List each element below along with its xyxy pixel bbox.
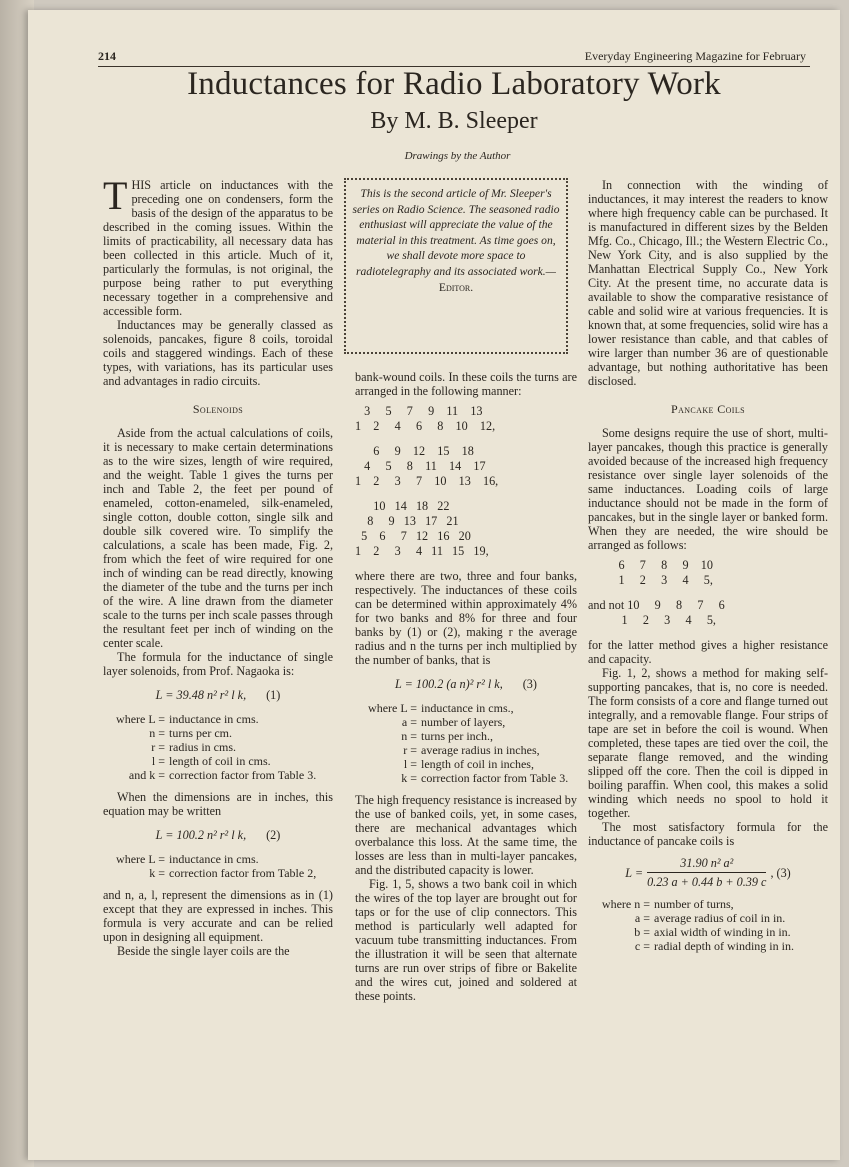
where-value: length of coil in inches, (421, 757, 534, 771)
equation-lhs: L = (625, 865, 644, 880)
intro-paragraph (103, 173, 333, 318)
equation-1 (103, 688, 333, 702)
where-row (103, 712, 333, 726)
column-2 (355, 370, 577, 1003)
where-row (103, 852, 333, 866)
paragraph: where there are two, three and four banks, respectively. The inductances of these coils can be determined within approximately 4% for two banks and 8% for three and four banks by (1) or (2), making r the average radius and n the turns per inch multiplied by the number of banks, that is (355, 569, 577, 667)
paragraph: Beside the single layer coils are the (117, 944, 290, 958)
where-row (588, 925, 828, 939)
paragraph: and n, a, l, represent the dimensions as in (1) except that they are expressed in inches. This formula is very accurate and can be relied upon in designing all equipment. (103, 888, 333, 944)
equation-number: (3) (522, 677, 537, 691)
fraction-numerator: 31.90 n² a² (647, 856, 766, 873)
where-value: correction factor from Table 3. (169, 768, 317, 782)
magazine-title: Everyday Engineering Magazine for February (584, 49, 806, 63)
where-row (103, 866, 333, 880)
where-value: turns per inch., (421, 729, 493, 743)
equation-fraction (647, 856, 766, 889)
where-key: n = (401, 729, 417, 743)
where-value: correction factor from Table 3. (421, 771, 569, 785)
pancake-winding-grid-alt (588, 598, 828, 628)
where-row (103, 740, 333, 754)
grid-row: 1 2 3 4 5, (588, 573, 713, 587)
where-key: where L = (116, 852, 165, 866)
where-value: correction factor from Table 2, (169, 866, 317, 880)
fraction-denominator: 0.23 a + 0.44 b + 0.39 c (647, 875, 767, 889)
editor-note-text: This is the second article of Mr. Sleeper's series on Radio Science. The seasoned radio enthusiast will appreciate the value of the material in this treatment. As time goes on, we shall devote more space to radiotelegraphy and its associated work.— (352, 187, 560, 278)
paragraph: The formula for the inductance of single layer solenoids, from Prof. Nagaoka is: (103, 650, 333, 678)
equation-2 (103, 828, 333, 842)
where-list-2 (103, 852, 333, 880)
where-row (103, 768, 333, 782)
where-value: inductance in cms., (421, 701, 514, 715)
editor-note-box (344, 178, 568, 354)
column-3 (588, 178, 828, 961)
where-row (103, 726, 333, 740)
article-title: Inductances for Radio Laboratory Work (187, 66, 721, 102)
equation-number: (1) (266, 688, 281, 702)
where-row (355, 757, 577, 771)
where-row (103, 754, 333, 768)
grid-row: 1 2 3 4 5, (588, 613, 716, 627)
where-value: inductance in cms. (169, 712, 259, 726)
grid-row: 5 6 7 12 16 20 (355, 529, 471, 543)
where-list-3 (355, 701, 577, 785)
where-row (355, 743, 577, 757)
equation-number: , (3) (770, 865, 791, 880)
where-value: number of turns, (654, 897, 734, 911)
where-key: b = (634, 925, 650, 939)
where-value: number of layers, (421, 715, 506, 729)
where-key: r = (151, 740, 165, 754)
where-value: length of coil in cms. (169, 754, 271, 768)
equation-3 (355, 677, 577, 691)
paragraph: The most satisfactory formula for the inductance of pancake coils is (588, 820, 828, 848)
where-list-1 (103, 712, 333, 782)
paragraph: Fig. 1, 2, shows a method for making self-supporting pancakes, that is, no core is needed. The form consists of a core and flange turned out integrally, and a removable flange. Four strips of tape are set in before the coil is wound. When completed, these tapes are tied over the coil, the separate flange removed, and the winding slipped off the core. Then the coil is dipped in boiling paraffin. When cool, this makes a solid winding which needs no spool to hold it together. (588, 666, 828, 820)
editor-signature: Editor. (438, 280, 474, 294)
paragraph: When the dimensions are in inches, this equation may be written (103, 790, 333, 818)
equation-number: (2) (266, 828, 281, 842)
where-key: l = (403, 757, 417, 771)
paragraph: In connection with the winding of inductances, it may interest the readers to know where high frequency cable can be purchased. It is manufactured in different sizes by the Belden Mfg. Co., Chicago, Ill.; the Western Electric Co., New York City, and is also supplied by the Manhattan Electrical Supply Co., New York City. At the present time, no accurate data is available to show the comparative resistance of cable and solid wire at various frequencies. It is known that, at some frequencies, solid wire has a lower resistance than cable, and that cables of wire larger than number 36 are of questionable advantage, but nothing authoritative has been disclosed. (588, 178, 828, 388)
where-key: n = (149, 726, 165, 740)
running-head (98, 46, 810, 67)
where-key: and k = (128, 768, 165, 782)
equation-text: L = 39.48 n² r² l k, (155, 688, 247, 702)
where-value: radius in cms. (169, 740, 236, 754)
grid-row: 6 9 12 15 18 (355, 444, 474, 458)
where-value: turns per cm. (169, 726, 232, 740)
grid-row: 6 7 8 9 10 (588, 558, 713, 572)
paragraph: for the latter method gives a higher resistance and capacity. (588, 638, 828, 666)
intro-text: HIS article on inductances with the preceding one on condensers, form the basis of the design of the apparatus to be described in the coming issues. Within the limits of practicability, all necessary data has been collected in this article. Much of it, particularly the formulas, is not original, the purpose being rather to put everything necessary together in a comprehensive and accessible form. (103, 178, 333, 318)
where-row (355, 701, 577, 715)
article-byline: By M. B. Sleeper (370, 108, 538, 134)
equation-text: L = 100.2 (a n)² r² l k, (395, 677, 503, 691)
column-1 (103, 173, 333, 958)
where-key: where n = (601, 897, 650, 911)
paragraph: The high frequency resistance is increased by the use of banked coils, yet, in some cases, there are mechanical advantages which overbalance this loss. At the same time, the losses are less than in multi-layer pancakes, and the distributed capacity is lower. (355, 793, 577, 877)
where-value: average radius in inches, (421, 743, 540, 757)
equation-text: L = 100.2 n² r² l k, (155, 828, 247, 842)
where-key: where L = (368, 701, 417, 715)
grid-row: 8 9 13 17 21 (355, 514, 459, 528)
where-row (355, 771, 577, 785)
where-row (588, 911, 828, 925)
where-list-4 (588, 897, 828, 953)
where-value: radial depth of winding in in. (654, 939, 794, 953)
where-row (355, 715, 577, 729)
paragraph: Inductances may be generally classed as solenoids, pancakes, figure 8 coils, toroidal coils and staggered windings. Each of these types, with variations, has its particular uses and advantages in radio circuits. (103, 318, 333, 388)
grid-row: 1 2 4 6 8 10 12, (355, 419, 496, 433)
paragraph: Fig. 1, 5, shows a two bank coil in which the wires of the top layer are brought out for taps or for the use of clip connectors. This method is particularly well adapted for vacuum tube transmitting inductances. From the illustration it will be seen that alternate turns are run over strips of fibre or Bakelite and the wires cut, joined and soldered at these points. (355, 877, 577, 1003)
paragraph: Aside from the actual calculations of coils, it is necessary to make certain determinations as to the wire sizes, length of wire required, and the weight. Table 1 gives the turns per inch and Table 2, the feet per pound of enameled, cotton-enameled, silk-enameled, single cotton, double cotton, single silk and double silk covered wire. To simplify the calculations, a scale has been made, Fig. 2, from which the feet of wire required for one inch of winding can be read directly, knowing the diameter of the tube and the turns per inch of the wire. A line drawn from the diameter scale to the turns per inch scale passes through the resultant feet per inch of winding on the center scale. (103, 426, 333, 650)
where-value: average radius of coil in in. (654, 911, 786, 925)
grid-row: 10 14 18 22 (355, 499, 450, 513)
drawings-credit: Drawings by the Author (404, 150, 511, 162)
where-value: inductance in cms. (169, 852, 259, 866)
where-key: k = (149, 866, 165, 880)
where-row (355, 729, 577, 743)
where-key: where L = (116, 712, 165, 726)
section-heading-pancake-coils: Pancake Coils (671, 402, 745, 416)
bank-winding-grid-3 (355, 444, 577, 489)
where-value: axial width of winding in in. (654, 925, 791, 939)
grid-row: 1 2 3 4 11 15 19, (355, 544, 489, 558)
where-key: a = (401, 715, 417, 729)
where-row (588, 939, 828, 953)
where-key: c = (634, 939, 650, 953)
paragraph: Some designs require the use of short, multi-layer pancakes, though this practice is generally avoided because of the increased high frequency resistance over single layer solenoids of the same inductances. Loading coils of large inductance should not be made in the form of pancakes, but in the single layer or banked form. When they are needed, the wire should be arranged as follows: (588, 426, 828, 552)
where-key: a = (634, 911, 650, 925)
where-key: l = (151, 754, 165, 768)
grid-row: 3 5 7 9 11 13 (355, 404, 483, 418)
bank-winding-grid-4 (355, 499, 577, 559)
paragraph: bank-wound coils. In these coils the turns are arranged in the following manner: (355, 370, 577, 398)
equation-pancake (588, 856, 828, 889)
grid-row: 4 5 8 11 14 17 (355, 459, 486, 473)
bank-winding-grid-2 (355, 404, 577, 434)
where-key: r = (403, 743, 417, 757)
grid-row: 1 2 3 7 10 13 16, (355, 474, 499, 488)
grid-row: and not 10 9 8 7 6 (588, 598, 725, 612)
drop-cap: T (103, 173, 128, 218)
where-key: k = (401, 771, 417, 785)
page-number: 214 (98, 49, 116, 63)
pancake-winding-grid (588, 558, 828, 588)
section-heading-solenoids: Solenoids (192, 402, 244, 416)
where-row (588, 897, 828, 911)
